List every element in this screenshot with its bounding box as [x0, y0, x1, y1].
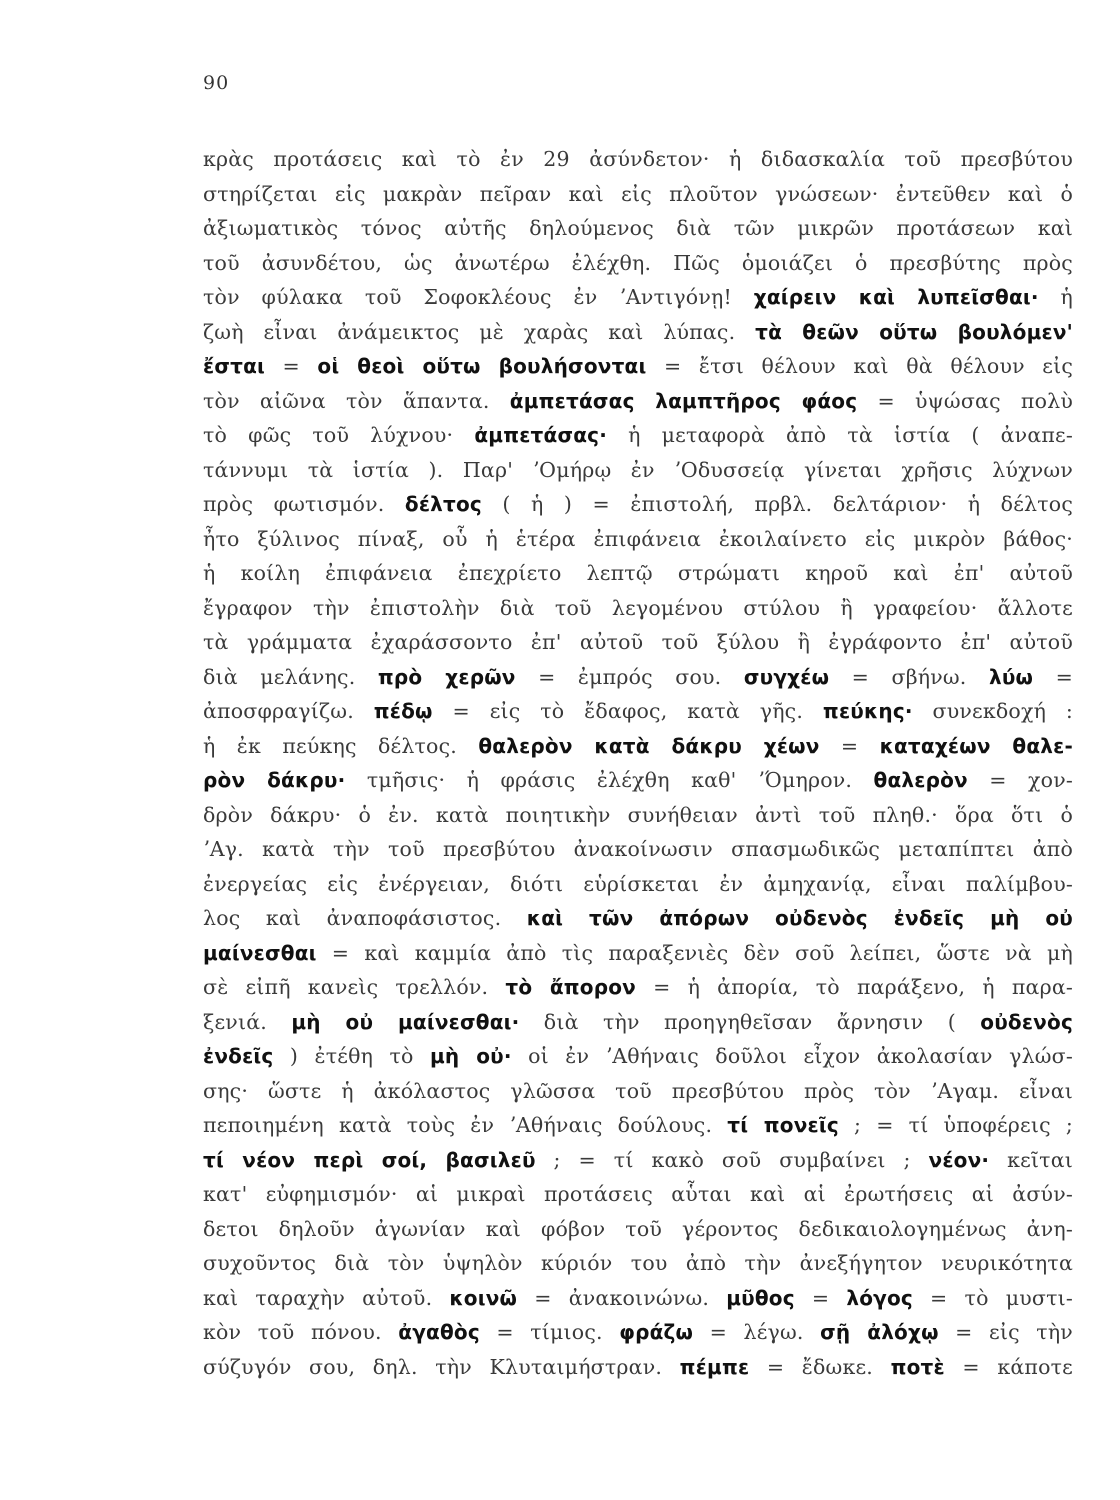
- line-text: ἡ: [1038, 285, 1073, 309]
- text-line: [203, 970, 1073, 1005]
- bold-lemma: τὰ θεῶν οὕτω βουλόμεν': [755, 319, 1073, 344]
- bold-lemma: μὴ οὐ μαίνεσθαι·: [291, 1009, 520, 1034]
- line-text: = τίμιος.: [479, 1320, 620, 1344]
- bold-lemma: τί νέον περὶ σοί, βασιλεῦ: [203, 1147, 536, 1172]
- line-text: δετοι δηλοῦν ἀγωνίαν καὶ φόβον τοῦ γέροντος δεδικαιολογημένως ἀνη-: [203, 1216, 1073, 1241]
- text-line: [203, 591, 1073, 626]
- text-line: [203, 487, 1073, 522]
- text-line: [203, 729, 1073, 764]
- line-text: = εἰς τὴν: [938, 1320, 1073, 1344]
- bold-lemma: οἱ θεοὶ οὕτω βουλήσονται: [317, 354, 647, 378]
- bold-lemma: ἐνδεῖς: [203, 1044, 274, 1068]
- line-text: ξενιά.: [203, 1009, 292, 1034]
- line-text: ἐνεργείας εἰς ἐνέργειαν, διότι εὑρίσκεται ἐν ἀμηχανίᾳ, εἶναι παλίμβου-: [203, 871, 1073, 896]
- line-text: διὰ τὴν προηγηθεῖσαν ἄρνησιν (: [519, 1009, 981, 1034]
- line-text: = καὶ καμμία ἀπὸ τὶς παραξενιὲς δὲν σοῦ λείπει, ὥστε νὰ μὴ: [316, 940, 1073, 965]
- text-line: [203, 1281, 1073, 1316]
- line-text: =: [794, 1285, 847, 1310]
- line-text: ) ἐτέθη τὸ: [273, 1044, 430, 1068]
- line-text: = σβήνω.: [829, 664, 989, 689]
- bold-lemma: νέον·: [928, 1147, 990, 1172]
- bold-lemma: μαίνεσθαι: [203, 940, 317, 965]
- line-text: στηρίζεται εἰς μακρὰν πεῖραν καὶ εἰς πλοῦτον γνώσεων· ἐντεῦθεν καὶ ὁ: [203, 181, 1073, 206]
- line-text: συνεκδοχή :: [912, 699, 1073, 723]
- line-text: ἀποσφραγίζω.: [203, 699, 374, 723]
- line-text: = λέγω.: [693, 1320, 821, 1344]
- text-line: [203, 384, 1073, 419]
- line-text: ἡ κοίλη ἐπιφάνεια ἐπεχρίετο λεπτῷ στρώματι κηροῦ καὶ ἐπ' αὐτοῦ: [203, 561, 1073, 585]
- line-text: ἀξιωματικὸς τόνος αὐτῆς δηλούμενος διὰ τῶν μικρῶν προτάσεων καὶ: [203, 216, 1073, 240]
- line-text: ; = τί κακὸ σοῦ συμβαίνει ;: [535, 1147, 929, 1172]
- bold-lemma: χαίρειν καὶ λυπεῖσθαι·: [753, 285, 1039, 309]
- bold-lemma: μῦθος: [726, 1285, 795, 1310]
- text-line: [203, 556, 1073, 591]
- bold-lemma: θαλερὸν: [873, 768, 968, 792]
- line-text: ; = τί ὑποφέρεις ;: [838, 1113, 1073, 1137]
- bold-lemma: σῇ ἀλόχῳ: [820, 1320, 939, 1344]
- line-text: τοῦ ἀσυνδέτου, ὡς ἀνωτέρω ἐλέχθη. Πῶς ὁμοιάζει ὁ πρεσβύτης πρὸς: [203, 250, 1073, 275]
- line-text: ἡ ἐκ πεύκης δέλτος.: [203, 733, 479, 758]
- bold-lemma: πρὸ χερῶν: [377, 664, 516, 689]
- line-text: ʼΑγ. κατὰ τὴν τοῦ πρεσβύτου ἀνακοίνωσιν σπασμωδικῶς μεταπίπτει ἀπὸ: [203, 837, 1073, 861]
- text-line: [203, 418, 1073, 453]
- bold-lemma: μὴ οὐ·: [430, 1044, 512, 1068]
- text-line: [203, 211, 1073, 246]
- line-text: ἔγραφον τὴν ἐπιστολὴν διὰ τοῦ λεγομένου στύλου ἢ γραφείου· ἄλλοτε: [203, 595, 1073, 620]
- text-line: [203, 1143, 1073, 1178]
- line-text: πρὸς φωτισμόν.: [203, 492, 405, 516]
- line-text: τάννυμι τὰ ἱστία ). Παρ' ʼΟμήρῳ ἐν ʼΟδυσσείᾳ γίνεται χρῆσις λύχνων: [203, 457, 1073, 482]
- bold-lemma: λύω: [988, 664, 1034, 689]
- text-line: [203, 1246, 1073, 1281]
- line-text: τὰ γράμματα ἐχαράσσοντο ἐπ' αὐτοῦ τοῦ ξύλου ἢ ἐγράφοντο ἐπ' αὐτοῦ: [203, 630, 1073, 654]
- bold-lemma: ποτὲ: [890, 1354, 945, 1379]
- line-text: = ἡ ἀπορία, τὸ παράξενο, ἡ παρα-: [636, 975, 1073, 999]
- text-line: [203, 315, 1073, 350]
- bold-lemma: τὸ ἄπορον: [505, 975, 637, 999]
- line-text: ζωὴ εἶναι ἀνάμεικτος μὲ χαρὰς καὶ λύπας.: [203, 319, 756, 344]
- line-text: =: [1033, 664, 1073, 689]
- line-text: = τὸ μυστι-: [912, 1285, 1073, 1310]
- line-text: κεῖται: [989, 1147, 1073, 1172]
- bold-lemma: θαλερὸν κατὰ δάκρυ χέων: [478, 733, 820, 758]
- line-text: σὲ εἰπῆ κανεὶς τρελλόν.: [203, 975, 506, 999]
- text-line: [203, 246, 1073, 281]
- bold-lemma: τί πονεῖς: [727, 1113, 839, 1137]
- text-line: [203, 280, 1073, 315]
- text-line: [203, 901, 1073, 936]
- line-text: κὸν τοῦ πόνου.: [203, 1320, 399, 1344]
- line-text: = ἀνακοινώνω.: [517, 1285, 727, 1310]
- text-line: [203, 936, 1073, 971]
- bold-lemma: κοινῶ: [449, 1285, 518, 1310]
- bold-lemma: ἀμπετάσας λαμπτῆρος φάος: [509, 388, 858, 413]
- bold-lemma: καταχέων θαλε-: [879, 733, 1074, 758]
- line-text: = ἔδωκε.: [749, 1354, 891, 1379]
- line-text: = ἔτσι θέλουν καὶ θὰ θέλουν εἰς: [646, 354, 1074, 378]
- page-number: 90: [203, 72, 230, 94]
- text-line: [203, 522, 1073, 557]
- text-line: [203, 660, 1073, 695]
- text-line: [203, 798, 1073, 833]
- text-line: [203, 625, 1073, 660]
- text-line: [203, 1350, 1073, 1385]
- bold-lemma: οὐδενὸς: [980, 1009, 1074, 1034]
- line-text: κρὰς προτάσεις καὶ τὸ ἐν 29 ἀσύνδετον· ἡ διδασκαλία τοῦ πρεσβύτου: [203, 147, 1073, 171]
- line-text: οἱ ἐν ʼΑθήναις δοῦλοι εἶχον ἀκολασίαν γλώσ-: [511, 1044, 1073, 1068]
- bold-lemma: πέδῳ: [373, 699, 433, 723]
- text-line: [203, 1108, 1073, 1143]
- line-text: τμῆσις· ἡ φράσις ἐλέχθη καθ' ʼΌμηρον.: [345, 768, 874, 792]
- line-text: = εἰς τὸ ἔδαφος, κατὰ γῆς.: [432, 699, 823, 723]
- line-text: τὸ φῶς τοῦ λύχνου·: [203, 423, 475, 447]
- line-text: καὶ ταραχὴν αὐτοῦ.: [203, 1285, 450, 1310]
- bold-lemma: πέμπε: [679, 1354, 750, 1379]
- text-line: [203, 867, 1073, 902]
- bold-lemma: συγχέω: [743, 664, 830, 689]
- bold-lemma: ἔσται: [203, 354, 266, 378]
- line-text: διὰ μελάνης.: [203, 664, 378, 689]
- line-text: συχοῦντος διὰ τὸν ὑψηλὸν κύριόν του ἀπὸ τὴν ἀνεξήγητον νευρικότητα: [203, 1251, 1073, 1275]
- line-text: τὸν αἰῶνα τὸν ἅπαντα.: [203, 388, 510, 413]
- line-text: =: [265, 354, 318, 378]
- line-text: =: [819, 733, 880, 758]
- line-text: τὸν φύλακα τοῦ Σοφοκλέους ἐν ʼΑντιγόνῃ!: [203, 285, 754, 309]
- line-text: σης· ὥστε ἡ ἀκόλαστος γλῶσσα τοῦ πρεσβύτου πρὸς τὸν ʼΑγαμ. εἶναι: [203, 1078, 1073, 1103]
- line-text: = ἐμπρός σου.: [515, 664, 744, 689]
- line-text: λος καὶ ἀναποφάσιστος.: [203, 906, 527, 930]
- commentary-text: [203, 142, 1073, 1384]
- line-text: = κάποτε: [944, 1354, 1074, 1379]
- text-line: [203, 453, 1073, 488]
- bold-lemma: καὶ τῶν ἀπόρων οὐδενὸς ἐνδεῖς μὴ οὐ: [526, 906, 1073, 930]
- text-line: [203, 177, 1073, 212]
- line-text: = χον-: [967, 768, 1073, 792]
- bold-lemma: ρὸν δάκρυ·: [203, 768, 346, 792]
- line-text: πεποιημένη κατὰ τοὺς ἐν ʼΑθήναις δούλους.: [203, 1113, 728, 1137]
- line-text: ἡ μεταφορὰ ἀπὸ τὰ ἱστία ( ἀναπε-: [607, 423, 1074, 447]
- line-text: κατ' εὐφημισμόν· αἱ μικραὶ προτάσεις αὗται καὶ αἱ ἐρωτήσεις αἱ ἀσύν-: [203, 1182, 1073, 1206]
- bold-lemma: δέλτος: [404, 492, 482, 516]
- text-line: [203, 694, 1073, 729]
- text-line: [203, 1039, 1073, 1074]
- bold-lemma: πεύκης·: [822, 699, 913, 723]
- text-line: [203, 832, 1073, 867]
- text-line: [203, 763, 1073, 798]
- bold-lemma: φράζω: [619, 1320, 694, 1344]
- line-text: = ὑψώσας πολὺ: [857, 388, 1073, 413]
- text-line: [203, 1074, 1073, 1109]
- bold-lemma: ἀμπετάσας·: [474, 423, 608, 447]
- text-line: [203, 1315, 1073, 1350]
- text-line: [203, 349, 1073, 384]
- line-text: ( ἡ ) = ἐπιστολή, πρβλ. δελτάριον· ἡ δέλτος: [481, 492, 1074, 516]
- bold-lemma: ἀγαθὸς: [398, 1320, 480, 1344]
- text-line: [203, 142, 1073, 177]
- bold-lemma: λόγος: [846, 1285, 913, 1310]
- line-text: δρὸν δάκρυ· ὁ ἐν. κατὰ ποιητικὴν συνήθειαν ἀντὶ τοῦ πληθ.· ὅρα ὅτι ὁ: [203, 802, 1073, 827]
- text-line: [203, 1177, 1073, 1212]
- line-text: ἦτο ξύλινος πίναξ, οὗ ἡ ἑτέρα ἐπιφάνεια ἐκοιλαίνετο εἰς μικρὸν βάθος·: [203, 526, 1073, 551]
- line-text: σύζυγόν σου, δηλ. τὴν Κλυταιμήστραν.: [203, 1354, 680, 1379]
- text-line: [203, 1005, 1073, 1040]
- text-line: [203, 1212, 1073, 1247]
